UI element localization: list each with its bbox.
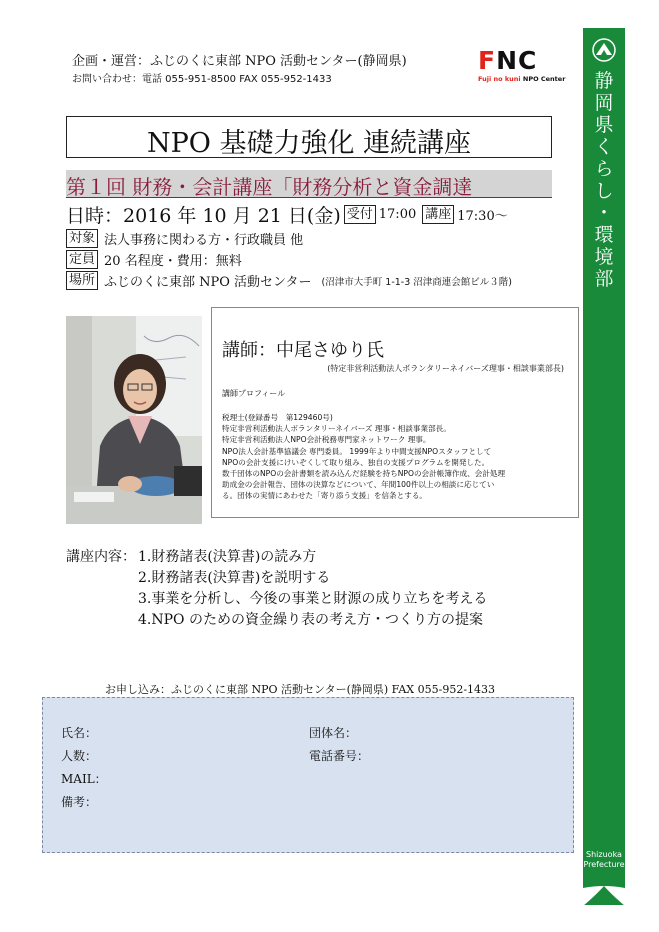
course-items — [138, 547, 487, 631]
profile-line: NPO法人会計基準協議会 専門委員。 1999年より中間支援NPOスタッフとして — [222, 446, 492, 456]
fnc-logo — [478, 46, 566, 84]
capacity-value: 20 名程度・費用：無料 — [104, 254, 242, 269]
department-char: し — [594, 180, 614, 202]
department-char: く — [594, 136, 614, 158]
application-form — [42, 697, 574, 853]
profile-heading: 講師プロフィール — [222, 389, 286, 398]
department-char: 岡 — [594, 92, 614, 114]
contact-line: お問い合わせ：電話 055-951-8500 FAX 055-952-1433 — [72, 74, 332, 85]
course-label: 講座内容： — [66, 549, 136, 565]
venue-address: (沼津市大手町 1-1-3 沼津商連会館ビル３階) — [321, 276, 512, 288]
mountain-notch-icon — [583, 882, 625, 906]
prefecture-english — [583, 850, 625, 870]
department-char: 静 — [594, 70, 614, 92]
department-char: 環 — [594, 224, 614, 246]
profile-line: る。団体の実情にあわせた「寄り添う支援」を信条とする。 — [222, 491, 428, 501]
target-row — [66, 229, 303, 248]
shizuoka-emblem-icon — [592, 38, 616, 62]
profile-line: 税理士(登録番号 第129460号) — [222, 413, 333, 422]
schedule-line — [66, 201, 511, 228]
title-box — [66, 116, 552, 158]
date-prefix: 日時： — [66, 205, 124, 227]
lecturer-affiliation: (特定非営利活動法人ボランタリーネイバーズ理事・相談事業部長) — [327, 364, 564, 373]
application-header: お申し込み：ふじのくに東部 NPO 活動センター(静岡県) FAX 055-952-1433 — [105, 683, 496, 696]
profile-line: 数千団体のNPOの会計書類を読み込んだ経験を持ちNPOの会計帳簿作成、会計処理 — [222, 469, 506, 479]
lecturer-profile-box — [211, 307, 579, 518]
course-item: 3.事業を分析し、今後の事業と財源の成り立ちを考える — [138, 591, 488, 607]
department-name — [583, 70, 625, 290]
fnc-logo-mark: FNC — [478, 46, 538, 75]
prefecture-english-line1: Shizuoka — [586, 850, 622, 859]
reception-label: 受付 — [344, 205, 376, 224]
phone-field-label[interactable]: 電話番号： — [309, 749, 370, 763]
capacity-label: 定員 — [66, 250, 98, 269]
department-char: ら — [594, 158, 614, 180]
subtitle-bar — [66, 170, 552, 198]
course-item: 4.NPO のための資金繰り表の考え方・つくり方の提案 — [138, 612, 483, 628]
profile-line: 助成金の会計報告、団体の決算などについて、年間100件以上の相談に応じてい — [222, 480, 495, 490]
venue-value: ふじのくに東部 NPO 活動センター — [104, 275, 312, 290]
subtitle: 第１回 財務・会計講座「財務分析と資金調達 — [66, 175, 473, 198]
course-item: 2.財務諸表(決算書)を説明する — [138, 570, 331, 586]
page-title: NPO 基礎力強化 連続講座 — [146, 128, 472, 159]
venue-label: 場所 — [66, 271, 98, 290]
shizuoka-side-band — [583, 28, 625, 905]
organizer-line: 企画・運営：ふじのくに東部 NPO 活動センター(静岡県) — [72, 54, 407, 69]
capacity-row — [66, 250, 242, 269]
reception-time: 17:00 — [378, 207, 417, 222]
department-char: 県 — [594, 114, 614, 136]
group-field-label[interactable]: 団体名： — [309, 726, 358, 740]
fnc-logo-subtitle: Fuji no kuni NPO Center — [478, 75, 566, 83]
profile-line: 特定非営利活動法人NPO会計税務専門家ネットワーク 理事。 — [222, 435, 431, 445]
department-char: 部 — [594, 268, 614, 290]
department-char: 境 — [594, 246, 614, 268]
count-field-label[interactable]: 人数： — [61, 749, 98, 763]
department-char: ・ — [594, 202, 614, 224]
prefecture-english-line2: Prefecture — [583, 860, 625, 869]
event-date: 2016 年 10 月 21 日(金) — [123, 205, 341, 227]
target-value: 法人事務に関わる方・行政職員 他 — [104, 233, 304, 248]
profile-line: NPOの会計支援にけいぞくして取り組み、独自の支援プログラムを開発した。 — [222, 457, 490, 467]
lecture-time: 17:30～ — [457, 209, 508, 224]
profile-text — [222, 412, 505, 502]
target-label: 対象 — [66, 229, 98, 248]
course-item: 1.財務諸表(決算書)の読み方 — [138, 549, 317, 565]
lecturer-name: 講師：中尾さゆり氏 — [222, 340, 384, 361]
venue-row — [66, 271, 512, 290]
mail-field-label[interactable]: MAIL： — [61, 772, 107, 786]
lecturer-photo — [66, 316, 202, 524]
remarks-field-label[interactable]: 備考： — [61, 795, 98, 809]
name-field-label[interactable]: 氏名： — [61, 726, 98, 740]
profile-line: 特定非営利活動法人ボランタリーネイバーズ 理事・相談事業部長。 — [222, 424, 451, 434]
lecture-label: 講座 — [422, 205, 454, 224]
